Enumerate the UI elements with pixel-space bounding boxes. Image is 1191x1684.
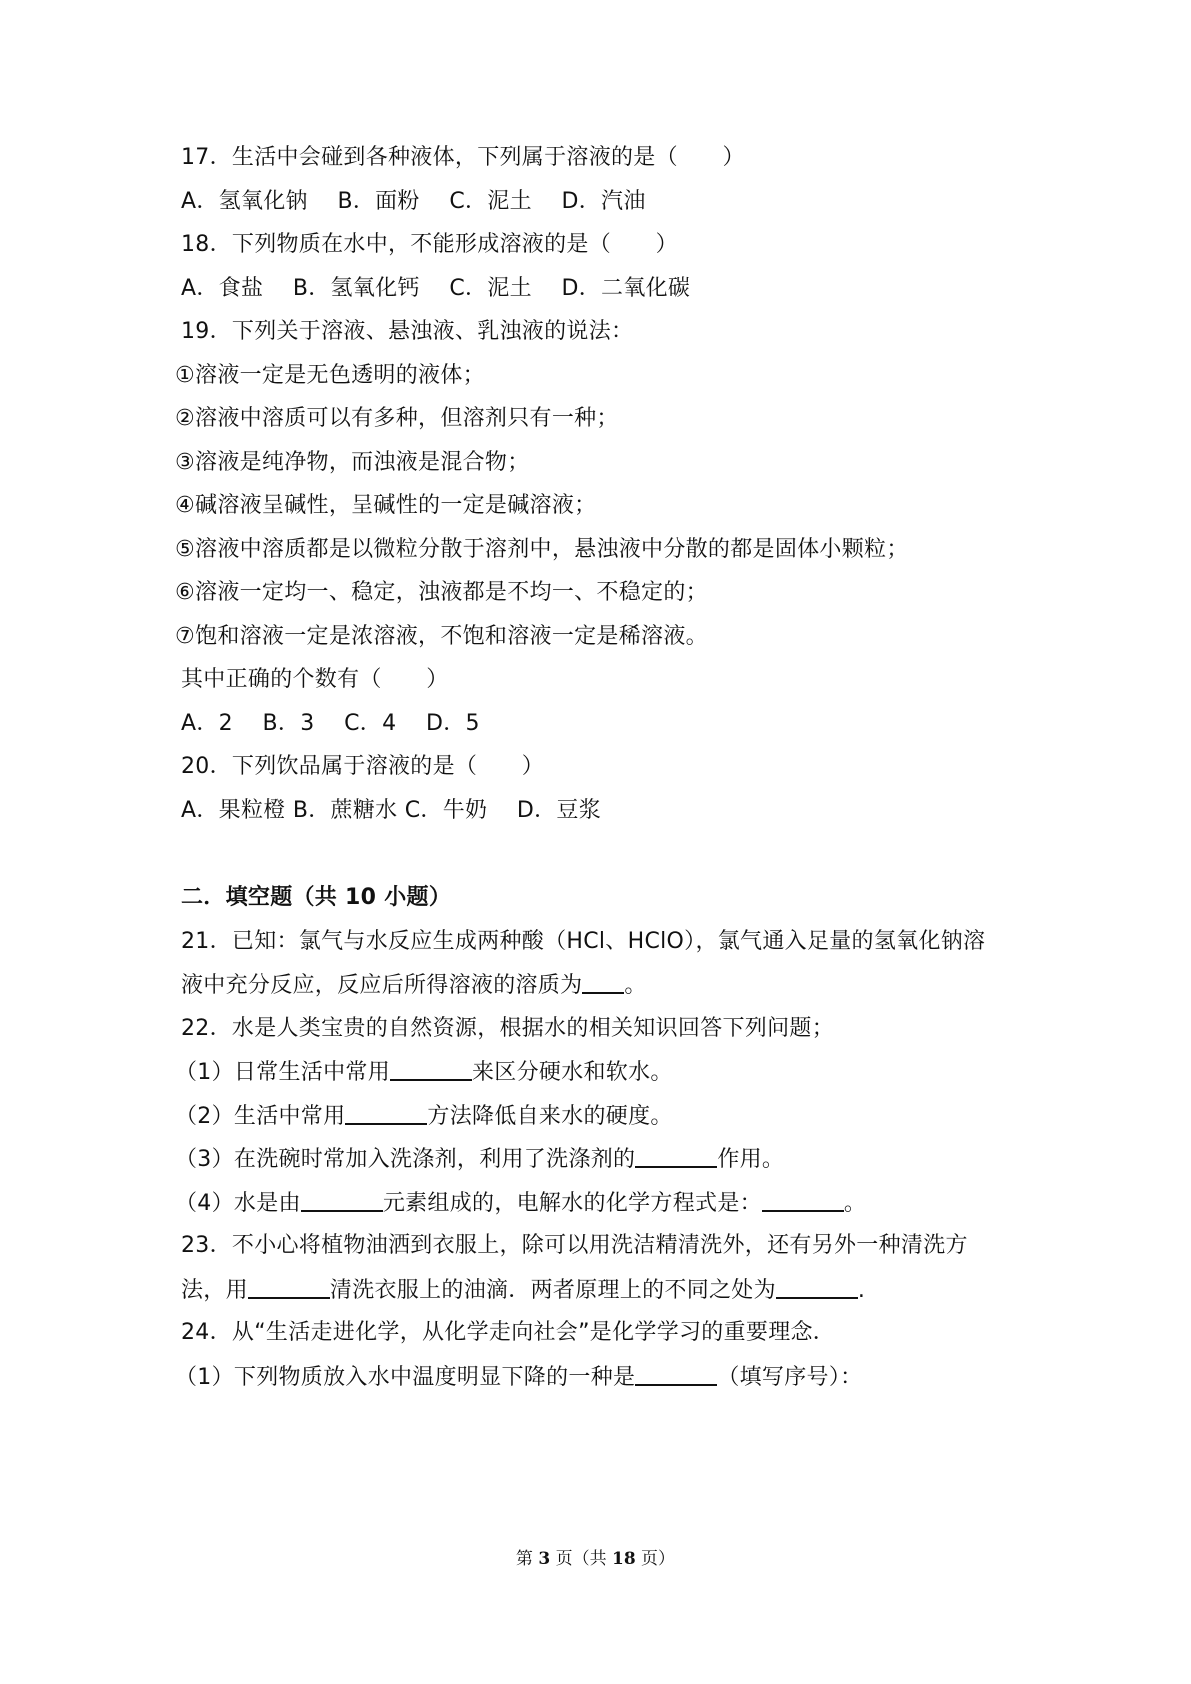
question-19-item-1: ①溶液一定是无色透明的液体；	[175, 363, 485, 388]
text-segment: （1）下列物质放入水中温度明显下降的一种是	[175, 1365, 636, 1390]
question-19-item-6: ⑥溶液一定均一、稳定，浊液都是不均一、不稳定的；	[175, 580, 708, 605]
question-19-item-5: ⑤溶液中溶质都是以微粒分散于溶剂中，悬浊液中分散的都是固体小颗粒；	[175, 537, 909, 562]
question-17-options: A．氢氧化钠 B．面粉 C．泥土 D．汽油	[181, 189, 646, 214]
question-21-line-1: 21．已知：氯气与水反应生成两种酸（HCl、HClO），氯气通入足量的氢氧化钠溶	[181, 929, 986, 954]
question-18-stem: 18．下列物质在水中，不能形成溶液的是（ ）	[181, 232, 678, 257]
answer-blank	[635, 1362, 717, 1386]
question-22-part-3	[175, 1144, 784, 1175]
answer-blank	[345, 1101, 427, 1125]
question-19-item-2: ②溶液中溶质可以有多种，但溶剂只有一种；	[175, 406, 619, 431]
question-22-part-4	[175, 1188, 866, 1219]
question-20-options: A．果粒橙 B．蔗糖水 C．牛奶 D．豆浆	[181, 798, 602, 823]
text-segment: 作用。	[717, 1147, 785, 1172]
question-24-part-1	[175, 1362, 862, 1393]
footer-text: 第	[515, 1549, 539, 1569]
page-footer	[0, 1548, 1191, 1570]
question-22-part-2	[175, 1101, 673, 1132]
text-segment: 方法降低自来水的硬度。	[427, 1104, 673, 1129]
question-23-line-2	[181, 1275, 865, 1306]
text-segment: 。	[624, 973, 647, 998]
question-22-part-1	[175, 1057, 673, 1088]
answer-blank	[248, 1275, 330, 1299]
current-page-number: 3	[538, 1549, 551, 1569]
answer-blank	[582, 970, 624, 994]
answer-blank	[390, 1057, 472, 1081]
question-18-options: A．食盐 B．氢氧化钙 C．泥土 D．二氧化碳	[181, 276, 691, 301]
question-19-ask: 其中正确的个数有（ ）	[181, 667, 449, 692]
question-19-item-3: ③溶液是纯净物，而浊液是混合物；	[175, 450, 530, 475]
question-19-item-4: ④碱溶液呈碱性，呈碱性的一定是碱溶液；	[175, 493, 597, 518]
text-segment: .	[857, 1278, 866, 1303]
text-segment: （2）生活中常用	[175, 1104, 346, 1129]
question-17-stem: 17．生活中会碰到各种液体，下列属于溶液的是（ ）	[181, 145, 745, 170]
text-segment: 清洗衣服上的油滴．两者原理上的不同之处为	[329, 1278, 776, 1303]
question-20-stem: 20．下列饮品属于溶液的是（ ）	[181, 754, 545, 779]
question-23-line-1: 23．不小心将植物油洒到衣服上，除可以用洗洁精清洗外，还有另外一种清洗方	[181, 1233, 968, 1258]
text-segment: 法，用	[181, 1278, 248, 1303]
question-19-item-7: ⑦饱和溶液一定是浓溶液，不饱和溶液一定是稀溶液。	[175, 624, 708, 649]
total-page-count: 18	[611, 1549, 636, 1569]
footer-text: 页（共	[550, 1549, 612, 1569]
answer-blank	[776, 1275, 858, 1299]
text-segment: （填写序号）：	[717, 1365, 863, 1390]
text-segment: 液中充分反应，反应后所得溶液的溶质为	[181, 973, 583, 998]
text-segment: 来区分硬水和软水。	[472, 1060, 673, 1085]
question-19-stem: 19．下列关于溶液、悬浊液、乳浊液的说法：	[181, 319, 634, 344]
text-segment: （1）日常生活中常用	[175, 1060, 390, 1085]
answer-blank	[301, 1188, 383, 1212]
question-21-line-2	[181, 970, 647, 1001]
text-segment: 元素组成的，电解水的化学方程式是：	[382, 1191, 762, 1216]
footer-text: 页）	[635, 1549, 676, 1569]
answer-blank	[762, 1188, 844, 1212]
text-segment: （3）在洗碗时常加入洗涤剂，利用了洗涤剂的	[175, 1147, 636, 1172]
answer-blank	[635, 1144, 717, 1168]
question-19-options: A．2 B．3 C．4 D．5	[181, 711, 480, 736]
section-title: 二．填空题（共 10 小题）	[181, 885, 452, 910]
text-segment: （4）水是由	[175, 1191, 301, 1216]
question-24-stem: 24．从“生活走进化学，从化学走向社会”是化学学习的重要理念．	[181, 1320, 836, 1345]
question-22-stem: 22．水是人类宝贵的自然资源，根据水的相关知识回答下列问题；	[181, 1016, 834, 1041]
text-segment: 。	[843, 1191, 867, 1216]
